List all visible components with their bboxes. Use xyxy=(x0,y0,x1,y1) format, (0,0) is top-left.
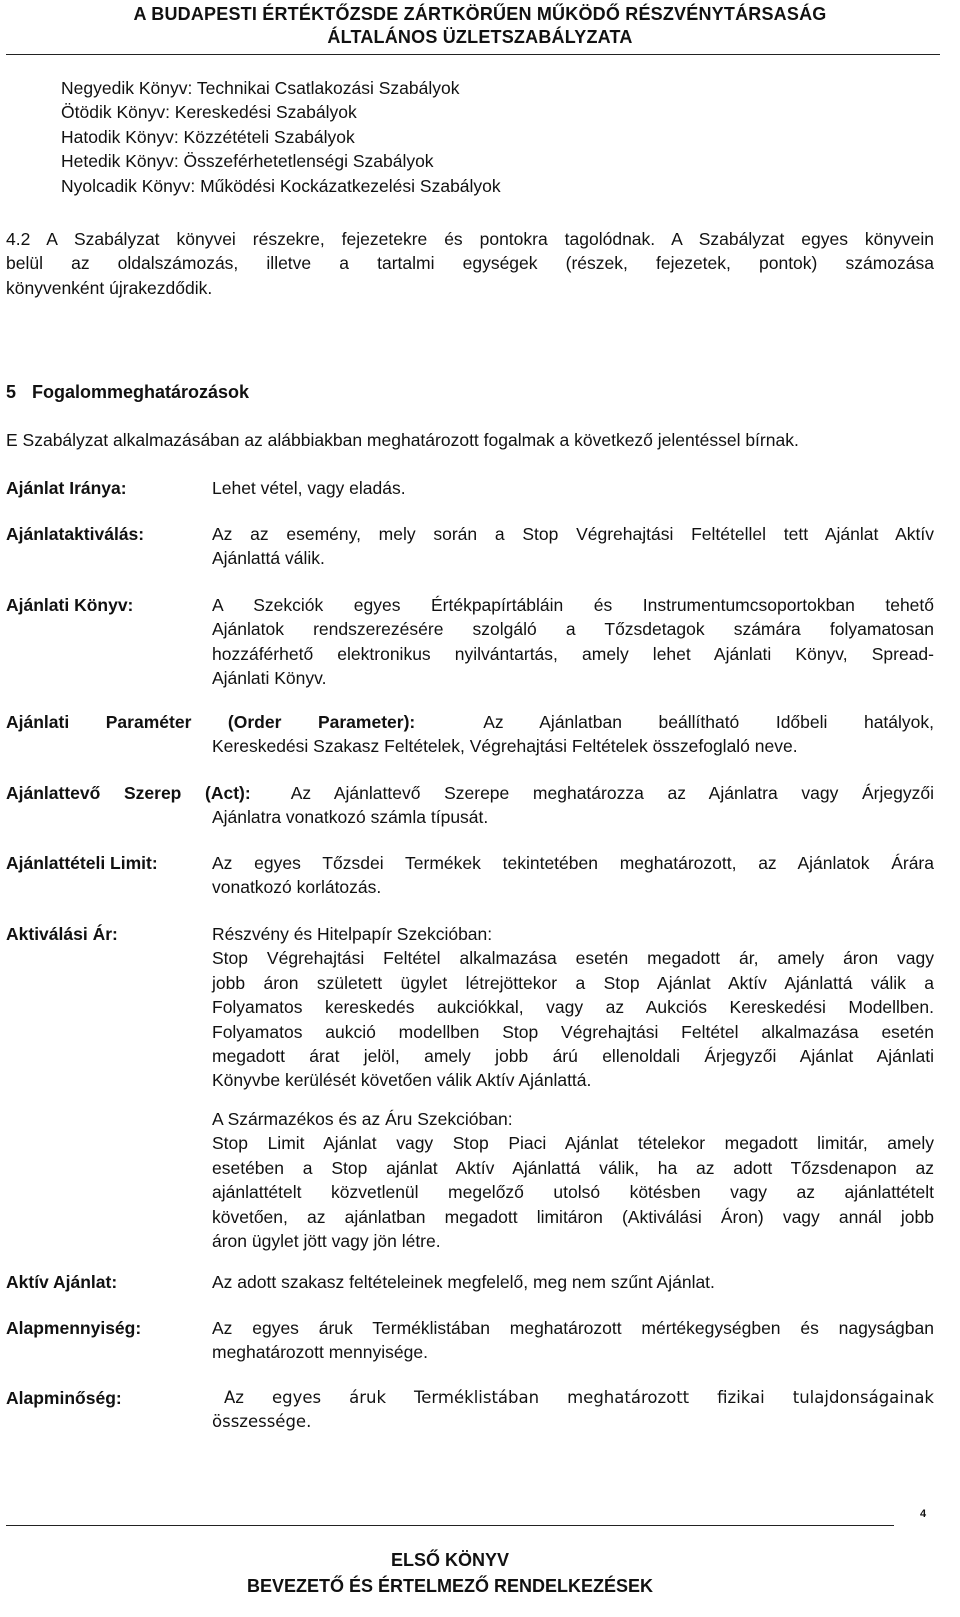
term-ajanlati-konyv: Ajánlati Könyv: xyxy=(6,595,134,615)
term-ajanlat-iranya: Ajánlat Iránya: xyxy=(6,478,127,498)
definition-ajanlatteteli-limit xyxy=(212,851,934,900)
definition-aktivalasi-ar-block1 xyxy=(212,922,934,1093)
paragraph-line: 4.2 A Szabályzat könyvei részekre, fejezetekre és pontokra tagolódnak. A Szabályzat egyes könyvein xyxy=(6,229,934,249)
definition-line: A Szekciók egyes Értékpapírtábláin és Instrumentumcsoportokban tehető xyxy=(212,595,934,615)
term-ajanlati-parameter: Ajánlati Paraméter (Order Parameter): xyxy=(6,712,416,732)
section-title: Fogalommeghatározások xyxy=(32,382,250,402)
definition-line: követően, az ajánlatban megadott limitáron (Aktiválási Áron) vagy annál jobb xyxy=(212,1206,934,1227)
term-alapminoseg: Alapminőség: xyxy=(6,1388,122,1408)
definition-line: Folyamatos kereskedés aukciókkal, vagy az Aukciós Kereskedési Modellben. xyxy=(212,997,934,1018)
definition-line: Könyvbe kerülését követően válik Aktív Ajánlattá. xyxy=(212,1070,592,1091)
term-alapmennyiseg: Alapmennyiség: xyxy=(6,1318,142,1338)
definition-line: Stop Végrehajtási Feltétel alkalmazása esetén megadott ár, amely áron vagy xyxy=(212,948,934,969)
definition-line: összessége. xyxy=(212,1412,312,1432)
header-divider xyxy=(6,54,940,55)
document-header-line2: ÁLTALÁNOS ÜZLETSZABÁLYZATA xyxy=(327,27,633,47)
book-list-item: Hetedik Könyv: Összeférhetetlenségi Szabályok xyxy=(61,151,434,172)
footer-book-title: ELSŐ KÖNYV xyxy=(390,1550,510,1570)
definition-line: áron ügylet jött vagy jön létre. xyxy=(212,1231,441,1252)
term-aktivalasi-ar: Aktiválási Ár: xyxy=(6,924,118,944)
section-heading xyxy=(6,382,249,403)
definition-aktiv-ajanlat: Az adott szakasz feltételeinek megfelelő, meg nem szűnt Ajánlat. xyxy=(212,1272,715,1292)
definition-line: Az egyes Tőzsdei Termékek tekintetében meghatározott, az Ajánlatok Árára xyxy=(212,853,934,873)
section-intro: E Szabályzat alkalmazásában az alábbiakban meghatározott fogalmak a következő jelentéssel bírnak. xyxy=(6,430,799,450)
definition-line: Kereskedési Szakasz Feltételek, Végrehajtási Feltételek összefoglaló neve. xyxy=(212,736,798,756)
definition-line: esetében a Stop ajánlat Aktív Ajánlattá válik, ha az adott Tőzsdenapon az xyxy=(212,1157,934,1178)
book-list xyxy=(61,76,501,198)
definition-line: Az Ajánlatban beállítható Időbeli hatályok, xyxy=(483,712,935,732)
section-number: 5 xyxy=(6,382,17,402)
paragraph-line: belül az oldalszámozás, illetve a tartalmi egységek (részek, fejezetek, pontok) számozása xyxy=(6,253,934,274)
definition-first-line xyxy=(6,781,934,805)
term-ajanlattevo-szerep: Ajánlattevő Szerep (Act): xyxy=(6,783,251,803)
definition-ajanlattevo-szerep-cont xyxy=(212,805,934,829)
definition-line: Folyamatos aukció modellben Stop Végrehajtási Feltétel alkalmazása esetén xyxy=(212,1021,934,1042)
definition-alapminoseg xyxy=(212,1386,934,1435)
definition-line: Az egyes áruk Terméklistában meghatározott mértékegységben és nagyságban xyxy=(212,1318,934,1338)
document-header-line1: A BUDAPESTI ÉRTÉKTŐZSDE ZÁRTKÖRŰEN MŰKÖDŐ RÉSZVÉNYTÁRSASÁG xyxy=(133,4,827,24)
definition-line: jobb áron született ügylet létrejöttekor a Stop Ajánlat Aktív Ajánlattá válik a xyxy=(212,972,934,993)
page-number: 4 xyxy=(920,1508,927,1520)
paragraph-line: könyvenként újrakezdődik. xyxy=(6,277,213,298)
definition-line: Ajánlatra vonatkozó számla típusát. xyxy=(212,807,489,827)
definition-line: Ajánlattá válik. xyxy=(212,548,325,569)
definition-line: hozzáférhető elektronikus nyilvántartás, amely lehet Ajánlati Könyv, Spread- xyxy=(212,643,934,664)
definition-first-line xyxy=(6,710,934,734)
definition-line: Ajánlati Könyv. xyxy=(212,668,327,689)
definition-line: megadott árat jelöl, amely jobb árú ellenoldali Árjegyzői Ajánlat Ajánlati xyxy=(212,1046,934,1067)
definition-ajanlati-konyv xyxy=(212,593,934,691)
definition-subheading: A Származékos és az Áru Szekcióban: xyxy=(212,1109,513,1129)
definition-subheading: Részvény és Hitelpapír Szekcióban: xyxy=(212,924,493,944)
definition-line: ajánlattételt közvetlenül megelőző utolsó kötésben vagy az ajánlattételt xyxy=(212,1182,934,1203)
definition-ajanlat-iranya: Lehet vétel, vagy eladás. xyxy=(212,478,406,498)
definition-line: Az egyes áruk Terméklistában meghatározott fizikai tulajdonságainak xyxy=(224,1388,934,1407)
definition-alapmennyiseg xyxy=(212,1316,934,1365)
definition-line: Az az esemény, mely során a Stop Végrehajtási Feltétellel tett Ajánlat Aktív xyxy=(212,524,934,544)
book-list-item: Ötödik Könyv: Kereskedési Szabályok xyxy=(61,102,357,123)
book-list-item: Negyedik Könyv: Technikai Csatlakozási Szabályok xyxy=(61,78,460,98)
term-ajanlataktivalas: Ajánlataktiválás: xyxy=(6,524,145,544)
definition-line: Az Ajánlattevő Szerepe meghatározza az Ajánlatra vagy Árjegyzői xyxy=(290,783,934,803)
definition-ajanlati-parameter-cont xyxy=(212,734,934,758)
paragraph-4-2 xyxy=(6,227,934,300)
book-list-item: Nyolcadik Könyv: Működési Kockázatkezelési Szabályok xyxy=(61,175,501,196)
term-ajanlatteteli-limit: Ajánlattételi Limit: xyxy=(6,853,158,873)
definition-line: meghatározott mennyisége. xyxy=(212,1342,428,1363)
definition-ajanlattevo-szerep xyxy=(6,781,934,805)
footer-chapter-title: BEVEZETŐ ÉS ÉRTELMEZŐ RENDELKEZÉSEK xyxy=(246,1576,654,1596)
definition-line: Ajánlatok rendszerezésére szolgáló a Tőzsdetagok számára folyamatosan xyxy=(212,619,934,640)
term-aktiv-ajanlat: Aktív Ajánlat: xyxy=(6,1272,118,1292)
footer-divider xyxy=(6,1525,894,1526)
definition-ajanlati-parameter xyxy=(6,710,934,734)
definition-line: vonatkozó korlátozás. xyxy=(212,877,382,898)
definition-aktivalasi-ar-block2 xyxy=(212,1107,934,1253)
definition-line: Stop Limit Ajánlat vagy Stop Piaci Ajánlat tételekor megadott limitár, amely xyxy=(212,1133,934,1154)
book-list-item: Hatodik Könyv: Közzétételi Szabályok xyxy=(61,126,355,147)
definition-ajanlataktivalas xyxy=(212,522,934,571)
